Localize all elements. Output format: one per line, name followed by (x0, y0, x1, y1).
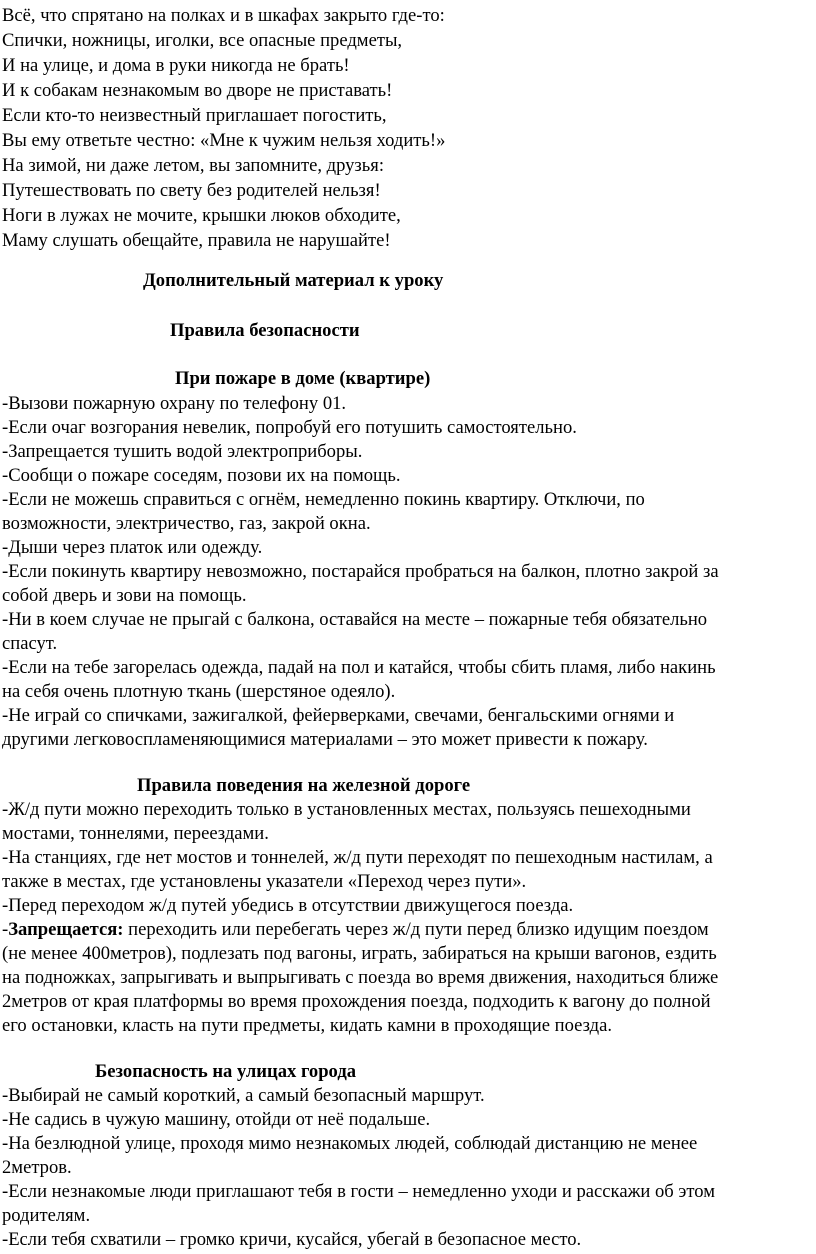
street-rule-line: -Если незнакомые люди приглашают тебя в гости – немедленно уходи и расскажи об этом (2, 1181, 715, 1202)
railway-rule-line: его остановки, класть на пути предметы, кидать камни в проходящие поезда. (2, 1015, 612, 1036)
railway-rule-line: -Ж/д пути можно переходить только в установленных местах, пользуясь пешеходными (2, 799, 691, 820)
fire-rule-line: -Не играй со спичками, зажигалкой, фейерверками, свечами, бенгальскими огнями и (2, 705, 675, 726)
heading-safety-rules: Правила безопасности (170, 320, 360, 341)
fire-rule-line: спасут. (2, 633, 58, 654)
fire-rule-line: возможности, электричество, газ, закрой окна. (2, 513, 371, 534)
fire-rule-line: -Вызови пожарную охрану по телефону 01. (2, 393, 347, 414)
poem-line: Маму слушать обещайте, правила не нарушайте! (2, 230, 391, 251)
fire-rule-line: -Если покинуть квартиру невозможно, постарайся пробраться на балкон, плотно закрой за (2, 561, 719, 582)
poem-line: Всё, что спрятано на полках и в шкафах закрыто где-то: (2, 5, 445, 26)
railway-rule-line: (не менее 400метров), подлезать под вагоны, играть, забираться на крыши вагонов, ездить (2, 943, 717, 964)
fire-rule-line: -Дыши через платок или одежду. (2, 537, 263, 558)
railway-rule-line: на подножках, запрыгивать и выпрыгивать с поезда во время движения, находиться ближе (2, 967, 719, 988)
street-rule-line: -Если тебя схватили – громко кричи, кусайся, убегай в безопасное место. (2, 1229, 582, 1250)
fire-rule-line: собой дверь и зови на помощь. (2, 585, 247, 606)
railway-rule-line: 2метров от края платформы во время прохождения поезда, подходить к вагону до полной (2, 991, 711, 1012)
street-rule-line: -Не садись в чужую машину, отойди от неё подальше. (2, 1109, 431, 1130)
heading-railway: Правила поведения на железной дороге (137, 775, 471, 796)
poem-line: На зимой, ни даже летом, вы запомните, друзья: (2, 155, 384, 176)
poem-line: Путешествовать по свету без родителей нельзя! (2, 180, 381, 201)
street-rule-line: -Выбирай не самый короткий, а самый безопасный маршрут. (2, 1085, 485, 1106)
fire-rule-line: -Если не можешь справиться с огнём, немедленно покинь квартиру. Отключи, по (2, 489, 645, 510)
poem-line: Спички, ножницы, иголки, все опасные предметы, (2, 30, 403, 51)
railway-rule-line: также в местах, где установлены указатели «Переход через пути». (2, 871, 527, 892)
poem-line: Вы ему ответьте честно: «Мне к чужим нельзя ходить!» (2, 130, 446, 151)
poem-line: И на улице, и дома в руки никогда не брать! (2, 55, 350, 76)
heading-streets: Безопасность на улицах города (95, 1061, 357, 1082)
fire-rule-line: -Сообщи о пожаре соседям, позови их на помощь. (2, 465, 401, 486)
railway-rule-line: -На станциях, где нет мостов и тоннелей, ж/д пути переходят по пешеходным настилам, а (2, 847, 713, 868)
heading-additional-material: Дополнительный материал к уроку (143, 270, 444, 291)
railway-rule-line: -Перед переходом ж/д путей убедись в отсутствии движущегося поезда. (2, 895, 574, 916)
forbidden-dash: - (2, 919, 9, 940)
fire-rule-line: на себя очень плотную ткань (шерстяное одеяло). (2, 681, 396, 702)
street-rule-line: родителям. (2, 1205, 91, 1226)
fire-rule-line: -Если на тебе загорелась одежда, падай на пол и катайся, чтобы сбить пламя, либо накинь (2, 657, 716, 678)
fire-rule-line: другими легковоспламеняющимися материалами – это может привести к пожару. (2, 729, 648, 750)
railway-rule-line: мостами, тоннелями, переездами. (2, 823, 269, 844)
railway-forbidden-line (2, 917, 816, 942)
fire-rule-line: -Если очаг возгорания невелик, попробуй его потушить самостоятельно. (2, 417, 577, 438)
poem-line: Если кто-то неизвестный приглашает погостить, (2, 105, 387, 126)
street-rule-line: 2метров. (2, 1157, 72, 1178)
fire-rule-line: -Запрещается тушить водой электроприборы. (2, 441, 363, 462)
fire-rule-line: -Ни в коем случае не прыгай с балкона, оставайся на месте – пожарные тебя обязательно (2, 609, 708, 630)
poem-line: И к собакам незнакомым во дворе не приставать! (2, 80, 393, 101)
poem-line: Ноги в лужах не мочите, крышки люков обходите, (2, 205, 401, 226)
heading-fire: При пожаре в доме (квартире) (175, 368, 431, 389)
forbidden-label: Запрещается: (8, 919, 124, 940)
street-rule-line: -На безлюдной улице, проходя мимо незнакомых людей, соблюдай дистанцию не менее (2, 1133, 698, 1154)
forbidden-text: переходить или перебегать через ж/д пути перед близко идущим поездом (123, 919, 709, 940)
